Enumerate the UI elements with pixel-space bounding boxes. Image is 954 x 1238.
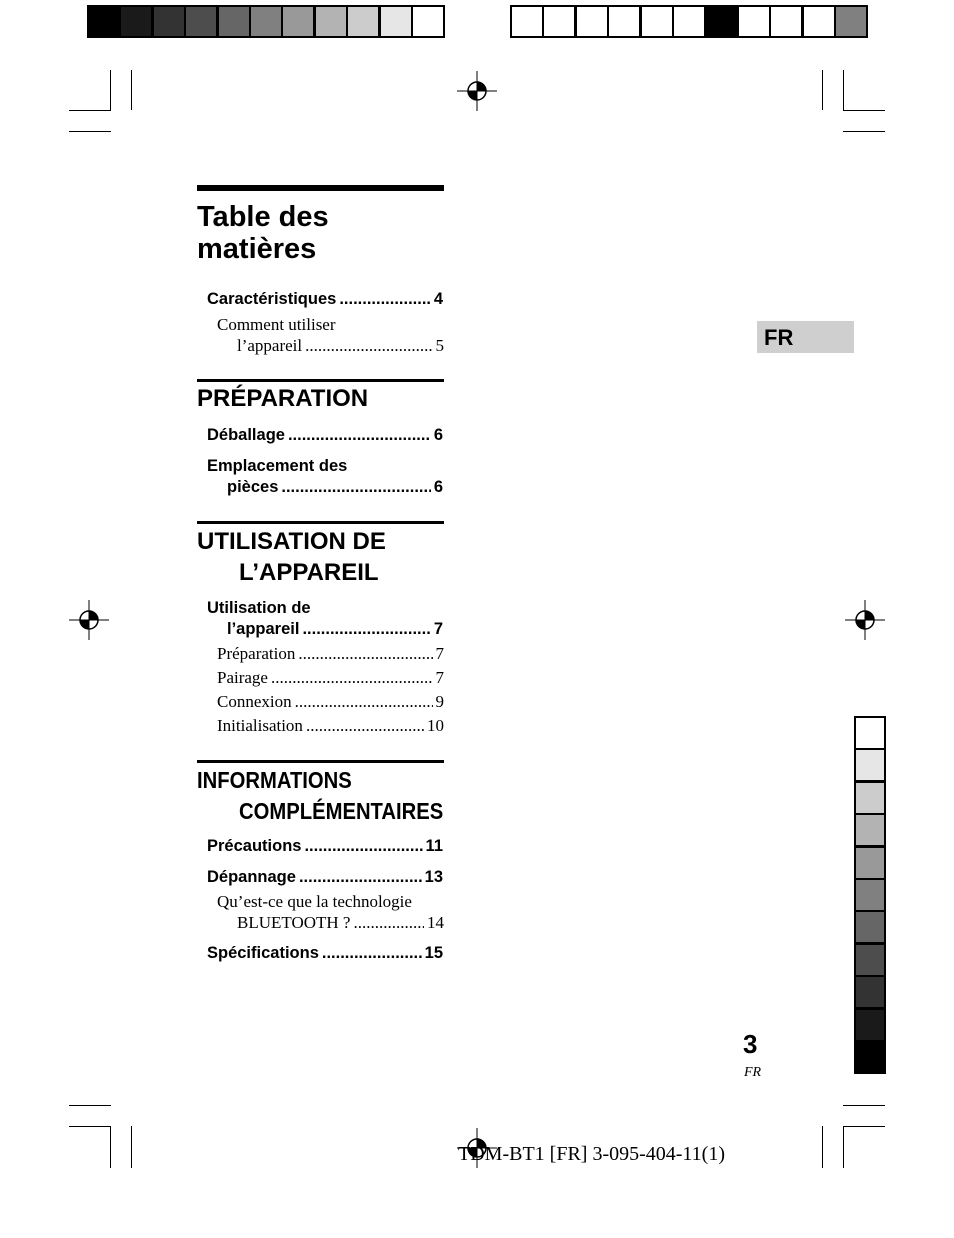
top-right-color-swatch — [704, 5, 738, 38]
toc-entry-page: 14 — [427, 913, 444, 932]
top-right-color-swatch — [737, 5, 771, 38]
toc-entry-label: Caractéristiques — [207, 290, 337, 308]
toc-entry-label: l’appareil — [237, 336, 303, 355]
top-left-color-swatch — [379, 5, 413, 38]
toc-entry-depannage[interactable] — [207, 868, 443, 887]
top-left-color-swatch — [249, 5, 283, 38]
top-right-color-swatch — [542, 5, 576, 38]
toc-entry-label: Connexion — [217, 692, 292, 711]
toc-entry-specifications[interactable] — [207, 944, 443, 963]
top-right-color-swatch — [802, 5, 836, 38]
top-left-color-swatch — [217, 5, 251, 38]
section-rule — [197, 521, 444, 524]
top-left-color-swatch — [411, 5, 445, 38]
toc-entry-precautions[interactable] — [207, 837, 443, 856]
toc-entry-page: 11 — [425, 837, 443, 855]
toc-entry-page: 10 — [427, 716, 444, 735]
side-grayscale-swatch — [854, 846, 886, 880]
language-tab — [757, 321, 854, 353]
side-grayscale-swatch — [854, 943, 886, 977]
toc-entry-pairage[interactable] — [217, 668, 444, 688]
side-grayscale-swatch — [854, 716, 886, 750]
top-right-color-swatch — [672, 5, 706, 38]
toc-entry-label: Précautions — [207, 837, 302, 855]
top-left-color-swatch — [152, 5, 186, 38]
top-right-color-swatch — [834, 5, 868, 38]
top-right-color-swatch — [769, 5, 803, 38]
language-tab-label: FR — [764, 325, 794, 350]
toc-entry-label: Pairage — [217, 668, 268, 687]
toc-entry-emplacement[interactable] — [227, 478, 443, 497]
toc-entry-page: 13 — [424, 868, 443, 886]
registration-mark-icon — [457, 71, 497, 111]
title-line-1: Table des — [197, 201, 329, 233]
section-rule — [197, 379, 444, 382]
toc-entry-label: Dépannage — [207, 868, 296, 886]
toc-entry-label: Déballage — [207, 426, 285, 444]
toc-entry-emplacement-line1: Emplacement des — [207, 457, 348, 475]
page-number-lang: FR — [744, 1065, 762, 1080]
title-rule — [197, 185, 444, 191]
toc-entry-page: 7 — [435, 668, 444, 687]
toc-entry-label: pièces — [227, 478, 279, 496]
side-grayscale-swatch — [854, 748, 886, 782]
toc-entry-page: 6 — [433, 426, 443, 444]
toc-entry-page: 6 — [433, 478, 443, 496]
toc-entry-label: Préparation — [217, 644, 296, 663]
top-left-color-swatch — [281, 5, 315, 38]
top-left-color-swatch — [346, 5, 380, 38]
section-heading-preparation: PRÉPARATION — [197, 385, 369, 412]
toc-entry-page: 15 — [424, 944, 443, 962]
toc-entry-page: 9 — [435, 692, 444, 711]
side-grayscale-swatch — [854, 813, 886, 847]
side-grayscale-swatch — [854, 878, 886, 912]
toc-entry-initialisation[interactable] — [217, 716, 444, 736]
toc-entry-label: Initialisation — [217, 716, 303, 735]
toc-entry-connexion[interactable] — [217, 692, 444, 712]
toc-entry-bluetooth-line1: Qu’est-ce que la technologie — [217, 892, 412, 911]
top-left-color-swatch — [314, 5, 348, 38]
footer-document-code: TDM-BT1 [FR] 3-095-404-11(1) — [458, 1143, 726, 1165]
top-right-color-swatch — [510, 5, 544, 38]
toc-entry-preparation-sub[interactable] — [217, 644, 444, 664]
section-heading-utilisation-line2: L’APPAREIL — [239, 559, 379, 586]
side-grayscale-swatch — [854, 910, 886, 944]
toc-entry-comment-line1: Comment utiliser — [217, 315, 336, 334]
toc-entry-page: 5 — [435, 336, 444, 355]
page-title — [197, 201, 329, 265]
toc-entry-utilisation-line1: Utilisation de — [207, 599, 311, 617]
toc-entry-page: 7 — [433, 620, 443, 638]
toc-entry-page: 4 — [433, 290, 443, 308]
top-right-color-swatch — [575, 5, 609, 38]
top-left-color-swatch — [87, 5, 121, 38]
section-heading-utilisation-line1: UTILISATION DE — [197, 528, 386, 555]
side-grayscale-swatch — [854, 1008, 886, 1042]
top-left-color-swatch — [184, 5, 218, 38]
side-grayscale-swatch — [854, 1040, 886, 1074]
registration-mark-icon — [845, 600, 885, 640]
section-heading-informations-line1: INFORMATIONS — [197, 767, 352, 793]
toc-entry-label: l’appareil — [227, 620, 300, 638]
side-grayscale-swatch — [854, 781, 886, 815]
toc-entry-page: 7 — [435, 644, 444, 663]
toc-entry-comment[interactable] — [237, 336, 444, 356]
registration-mark-icon — [69, 600, 109, 640]
page-number: 3 — [743, 1029, 758, 1059]
title-line-2: matières — [197, 233, 317, 265]
toc-entry-label: Spécifications — [207, 944, 319, 962]
top-right-color-swatch — [607, 5, 641, 38]
top-left-color-swatch — [119, 5, 153, 38]
section-heading-informations-line2: COMPLÉMENTAIRES — [239, 798, 444, 824]
toc-entry-label: BLUETOOTH ? — [237, 913, 351, 932]
toc-entry-deballage[interactable] — [207, 426, 443, 445]
side-grayscale-swatch — [854, 975, 886, 1009]
toc-entry-caracteristiques[interactable] — [207, 290, 443, 309]
toc-entry-utilisation[interactable] — [227, 620, 443, 639]
top-right-color-swatch — [640, 5, 674, 38]
section-rule — [197, 760, 444, 763]
toc-entry-bluetooth[interactable] — [237, 913, 444, 933]
